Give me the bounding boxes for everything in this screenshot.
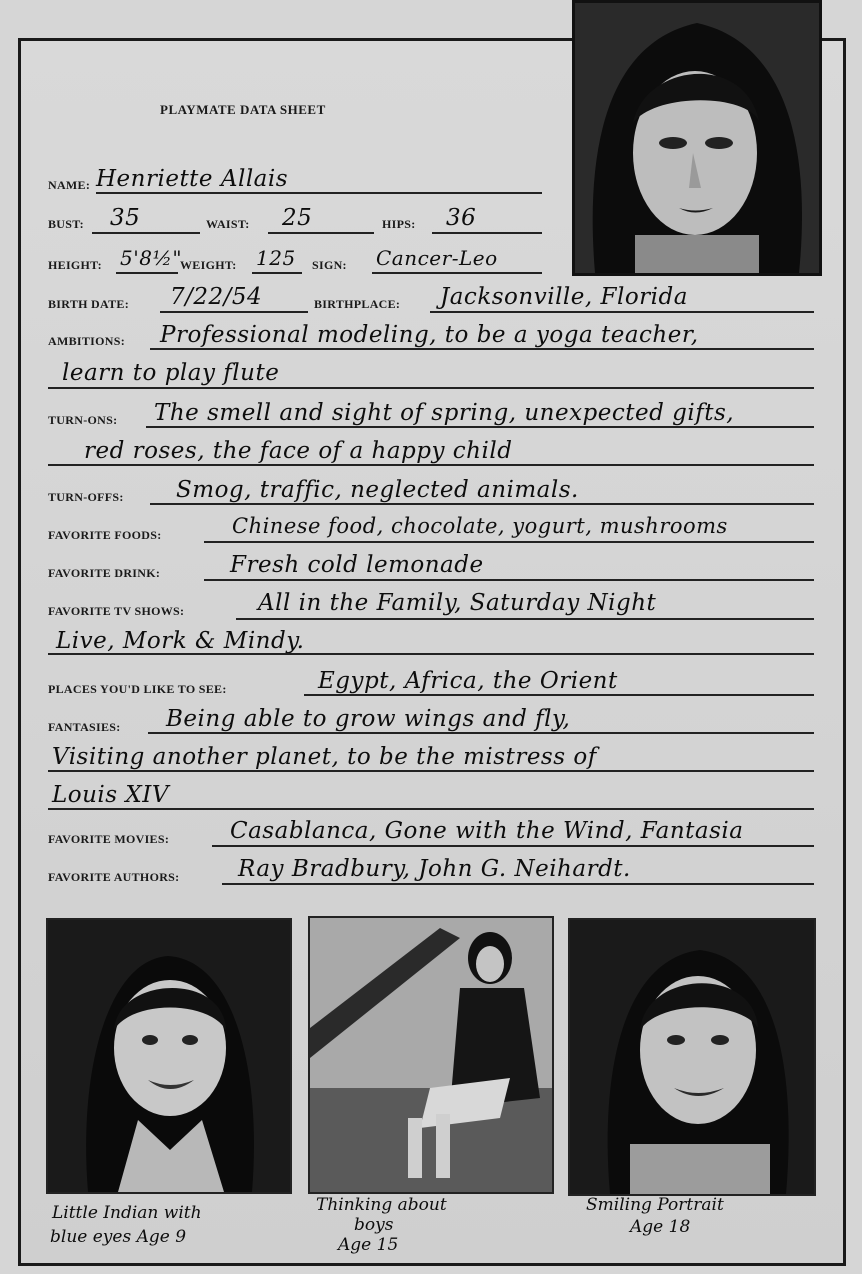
caption-photo-2-line-2: boys [354, 1215, 394, 1235]
movies-label: FAVORITE MOVIES: [48, 832, 170, 846]
sign-value: Cancer-Leo [376, 246, 498, 270]
fantasies-line-3 [48, 808, 814, 810]
hips-line [432, 232, 542, 234]
birthdate-value: 7/22/54 [170, 284, 263, 310]
height-value: 5'8½" [120, 246, 183, 270]
caption-photo-3-line-2: Age 18 [630, 1217, 691, 1237]
name-label: NAME: [48, 178, 91, 192]
tv-line-1 [236, 618, 814, 620]
movies-line [212, 845, 814, 847]
ambitions-line-1 [150, 348, 814, 350]
name-line [96, 192, 542, 194]
fantasies-value-3: Louis XIV [52, 782, 169, 808]
height-label: HEIGHT: [48, 258, 102, 272]
birthplace-label: BIRTHPLACE: [314, 297, 401, 311]
childhood-photo-age-9 [46, 918, 292, 1194]
ambitions-value-2: learn to play flute [62, 360, 280, 386]
authors-line [222, 883, 814, 885]
turnons-value-1: The smell and sight of spring, unexpected gifts, [154, 400, 735, 426]
weight-line [252, 272, 302, 274]
ambitions-line-2 [48, 387, 814, 389]
drink-label: FAVORITE DRINK: [48, 566, 161, 580]
ambitions-label: AMBITIONS: [48, 334, 126, 348]
caption-photo-1-line-2: blue eyes Age 9 [50, 1227, 187, 1247]
turnoffs-value: Smog, traffic, neglected animals. [176, 477, 579, 503]
fantasies-value-1: Being able to grow wings and fly, [166, 706, 571, 732]
places-line [304, 694, 814, 696]
foods-label: FAVORITE FOODS: [48, 528, 162, 542]
sign-label: SIGN: [312, 258, 347, 272]
caption-photo-2-line-3: Age 15 [338, 1235, 399, 1255]
portrait-photo [572, 0, 822, 276]
fantasies-label: FANTASIES: [48, 720, 121, 734]
waist-line [268, 232, 374, 234]
caption-photo-2-line-1: Thinking about [316, 1195, 447, 1215]
weight-label: WEIGHT: [180, 258, 237, 272]
foods-line [204, 541, 814, 543]
drink-line [204, 579, 814, 581]
turnoffs-label: TURN-OFFS: [48, 490, 124, 504]
tv-label: FAVORITE TV SHOWS: [48, 604, 185, 618]
ambitions-value-1: Professional modeling, to be a yoga teacher, [160, 322, 699, 348]
birthdate-line [160, 311, 308, 313]
tv-line-2 [48, 653, 814, 655]
fantasies-line-1 [148, 732, 814, 734]
sign-line [372, 272, 542, 274]
places-value: Egypt, Africa, the Orient [318, 668, 618, 694]
fantasies-line-2 [48, 770, 814, 772]
turnons-label: TURN-ONS: [48, 413, 118, 427]
fantasies-value-2: Visiting another planet, to be the mistress of [52, 744, 597, 770]
movies-value: Casablanca, Gone with the Wind, Fantasia [230, 818, 744, 844]
tv-value-2: Live, Mork & Mindy. [56, 628, 305, 654]
turnoffs-line [150, 503, 814, 505]
bust-line [92, 232, 200, 234]
places-label: PLACES YOU'D LIKE TO SEE: [48, 682, 227, 696]
hips-label: HIPS: [382, 217, 416, 231]
sheet-title: PLAYMATE DATA SHEET [160, 102, 326, 117]
height-line [116, 272, 178, 274]
childhood-photo-age-15 [308, 916, 554, 1194]
caption-photo-3-line-1: Smiling Portrait [586, 1195, 724, 1215]
turnons-line-2 [48, 464, 814, 466]
authors-label: FAVORITE AUTHORS: [48, 870, 180, 884]
turnons-line-1 [146, 426, 814, 428]
waist-value: 25 [282, 205, 313, 231]
weight-value: 125 [256, 246, 296, 270]
hips-value: 36 [446, 205, 477, 231]
birthplace-value: Jacksonville, Florida [440, 284, 688, 310]
authors-value: Ray Bradbury, John G. Neihardt. [238, 856, 631, 882]
drink-value: Fresh cold lemonade [230, 552, 484, 578]
birthdate-label: BIRTH DATE: [48, 297, 130, 311]
portrait-photo-age-18 [568, 918, 816, 1196]
turnons-value-2: red roses, the face of a happy child [84, 438, 513, 464]
waist-label: WAIST: [206, 217, 250, 231]
bust-value: 35 [110, 205, 141, 231]
bust-label: BUST: [48, 217, 84, 231]
caption-photo-1-line-1: Little Indian with [52, 1203, 202, 1223]
birthplace-line [430, 311, 814, 313]
tv-value-1: All in the Family, Saturday Night [258, 590, 657, 616]
name-value: Henriette Allais [96, 166, 289, 192]
foods-value: Chinese food, chocolate, yogurt, mushrooms [232, 514, 728, 538]
